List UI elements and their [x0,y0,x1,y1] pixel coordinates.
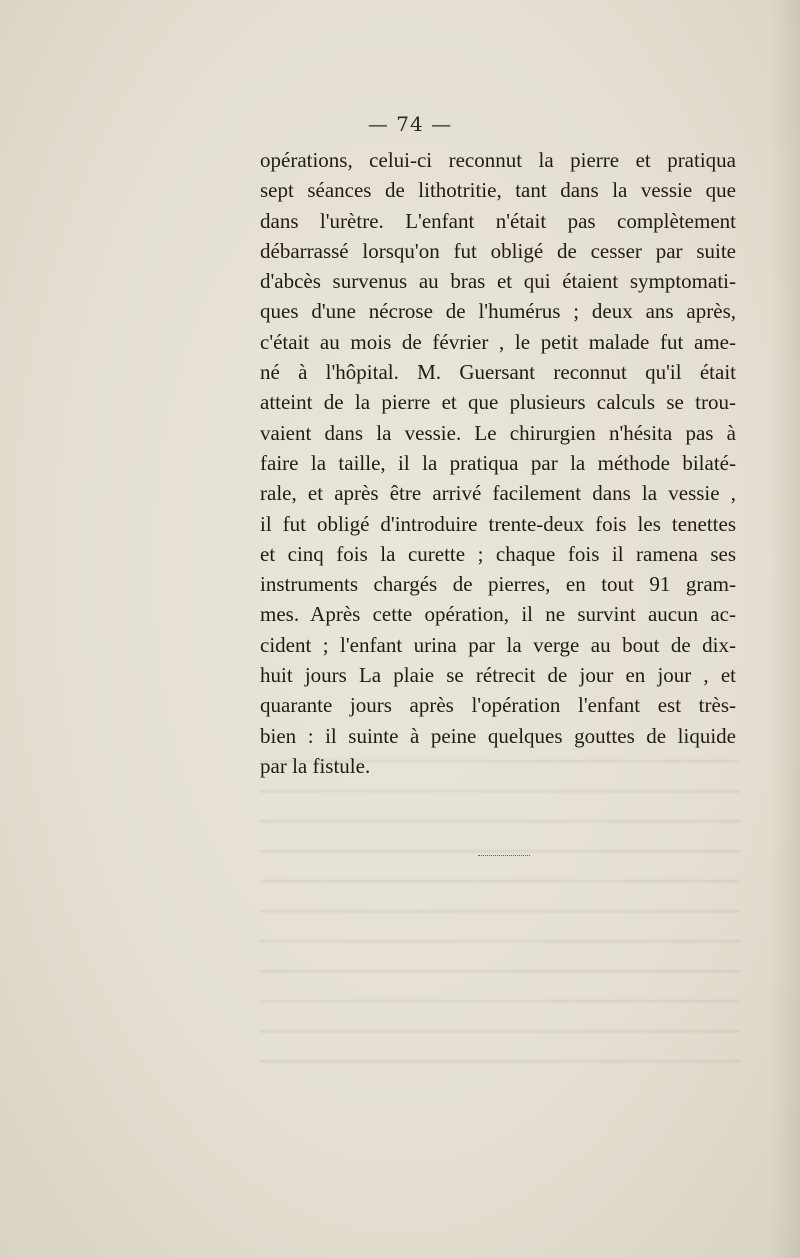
text-line: mes. Après cette opération, il ne survint aucun ac- [260,602,736,627]
text-line: bien : il suinte à peine quelques gouttes de liquide [260,723,736,748]
text-line: cident ; l'enfant urina par la verge au bout de dix- [260,632,736,657]
text-line: quarante jours après l'opération l'enfant est très- [260,693,736,718]
text-line: et cinq fois la curette ; chaque fois il ramena ses [260,541,736,566]
text-line: né à l'hôpital. M. Guersant reconnut qu'il était [260,360,736,385]
text-line: ques d'une nécrose de l'humérus ; deux ans après, [260,299,736,324]
section-divider [478,855,530,856]
text-line: sept séances de lithotritie, tant dans la vessie que [260,178,736,203]
text-line: faire la taille, il la pratiqua par la méthode bilaté- [260,450,736,475]
show-through-bleed [260,745,740,1065]
text-line: huit jours La plaie se rétrecit de jour en jour , et [260,663,736,688]
text-line: vaient dans la vessie. Le chirurgien n'hésita pas à [260,420,736,445]
page-edge-shadow [770,0,800,1258]
body-text [260,145,736,781]
text-line: dans l'urètre. L'enfant n'était pas complètement [260,208,736,233]
text-line: il fut obligé d'introduire trente-deux fois les tenettes [260,511,736,536]
text-line: d'abcès survenus au bras et qui étaient symptomati- [260,269,736,294]
text-line: c'était au mois de février , le petit malade fut ame- [260,329,736,354]
text-line: instruments chargés de pierres, en tout 91 gram- [260,572,736,597]
text-line: atteint de la pierre et que plusieurs calculs se trou- [260,390,736,415]
page-number: — 74 — [367,112,453,136]
text-line: par la fistule. [260,753,371,778]
text-line: débarrassé lorsqu'on fut obligé de cesser par suite [260,238,736,263]
text-line: opérations, celui-ci reconnut la pierre et pratiqua [260,148,736,172]
text-line: rale, et après être arrivé facilement dans la vessie , [260,481,736,506]
